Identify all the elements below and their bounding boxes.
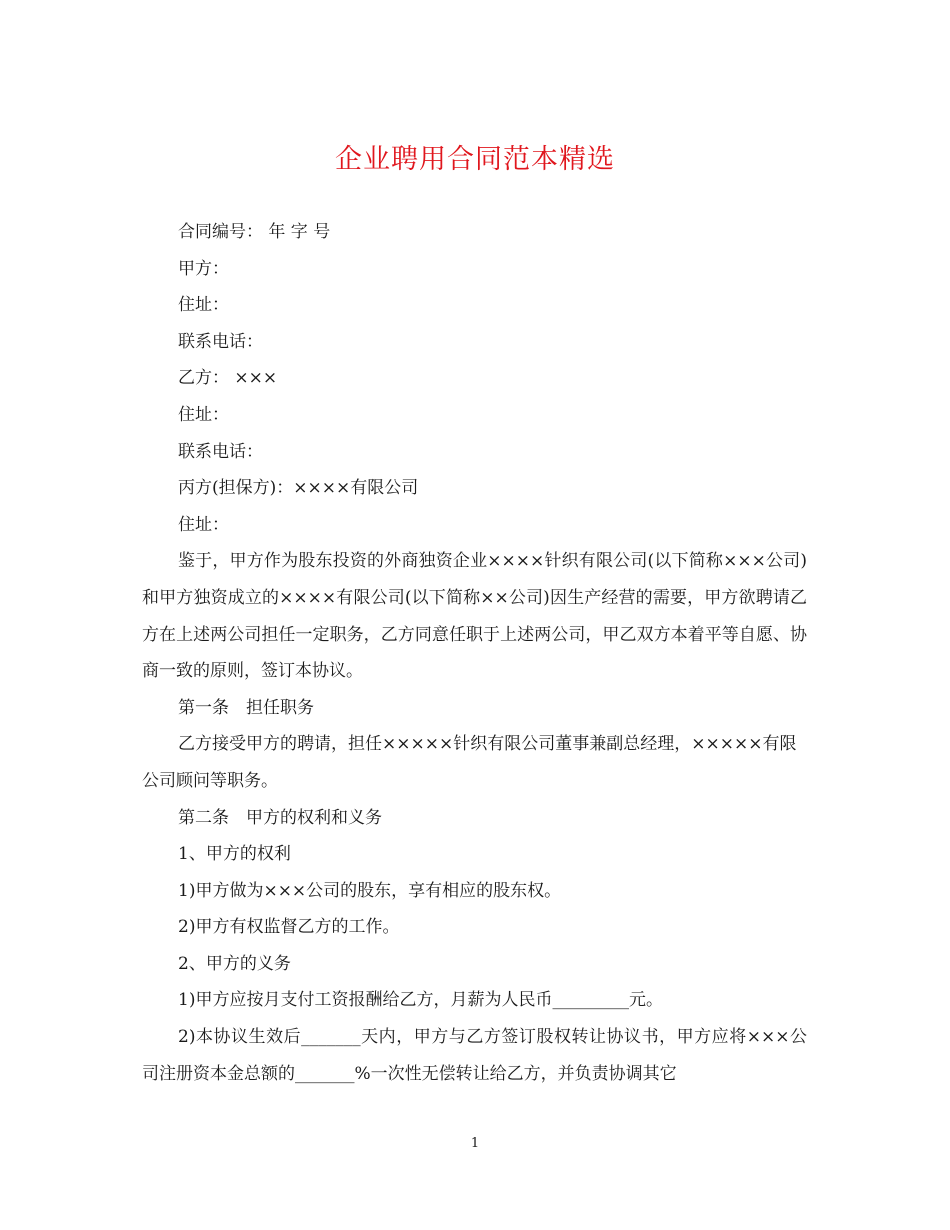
party-a-line: 甲方： (178, 258, 229, 279)
article-2-heading: 第二条 甲方的权利和义务 (178, 807, 382, 828)
section-heading-rights: 1、甲方的权利 (178, 844, 291, 865)
party-a-address-line: 住址： (178, 295, 229, 316)
preamble-paragraph: 鉴于，甲方作为股东投资的外商独资企业××××针织有限公司(以下简称×××公司)和甲方独资成立的××××有限公司(以下简称××公司)因生产经营的需要，甲方欲聘请乙方在上述两公司担任一定职务，乙方同意任职于上述两公司，甲乙双方本着平等自愿、协商一致的原则，签订本协议。 (142, 551, 807, 682)
party-c-address-line: 住址： (178, 514, 229, 535)
page-number: 1 (470, 1136, 480, 1151)
page-title: 企业聘用合同范本精选 (335, 144, 615, 175)
section-heading-obligations: 2、甲方的义务 (178, 953, 291, 974)
obligations-item-1: 1)甲方应按月支付工资报酬给乙方，月薪为人民币_________元。 (178, 990, 663, 1011)
party-a-phone-line: 联系电话： (178, 331, 263, 352)
obligations-item-2: 2)本协议生效后_______天内，甲方与乙方签订股权转让协议书，甲方应将×××公司注册资本金总额的_______%一次性无偿转让给乙方，并负责协调其它 (142, 1027, 807, 1084)
party-c-line: 丙方(担保方)：××××有限公司 (178, 478, 419, 499)
party-b-phone-line: 联系电话： (178, 441, 263, 462)
document-body (142, 214, 807, 1092)
party-b-address-line: 住址： (178, 404, 229, 425)
article-1-heading: 第一条 担任职务 (178, 697, 314, 718)
rights-item-2: 2)甲方有权监督乙方的工作。 (178, 917, 400, 938)
article-1-paragraph: 乙方接受甲方的聘请，担任×××××针织有限公司董事兼副总经理，×××××有限公司顾问等职务。 (142, 734, 797, 791)
party-b-line: 乙方： ××× (178, 368, 278, 389)
contract-number-line: 合同编号： 年 字 号 (178, 222, 331, 242)
rights-item-1: 1)甲方做为×××公司的股东，享有相应的股东权。 (178, 880, 562, 901)
